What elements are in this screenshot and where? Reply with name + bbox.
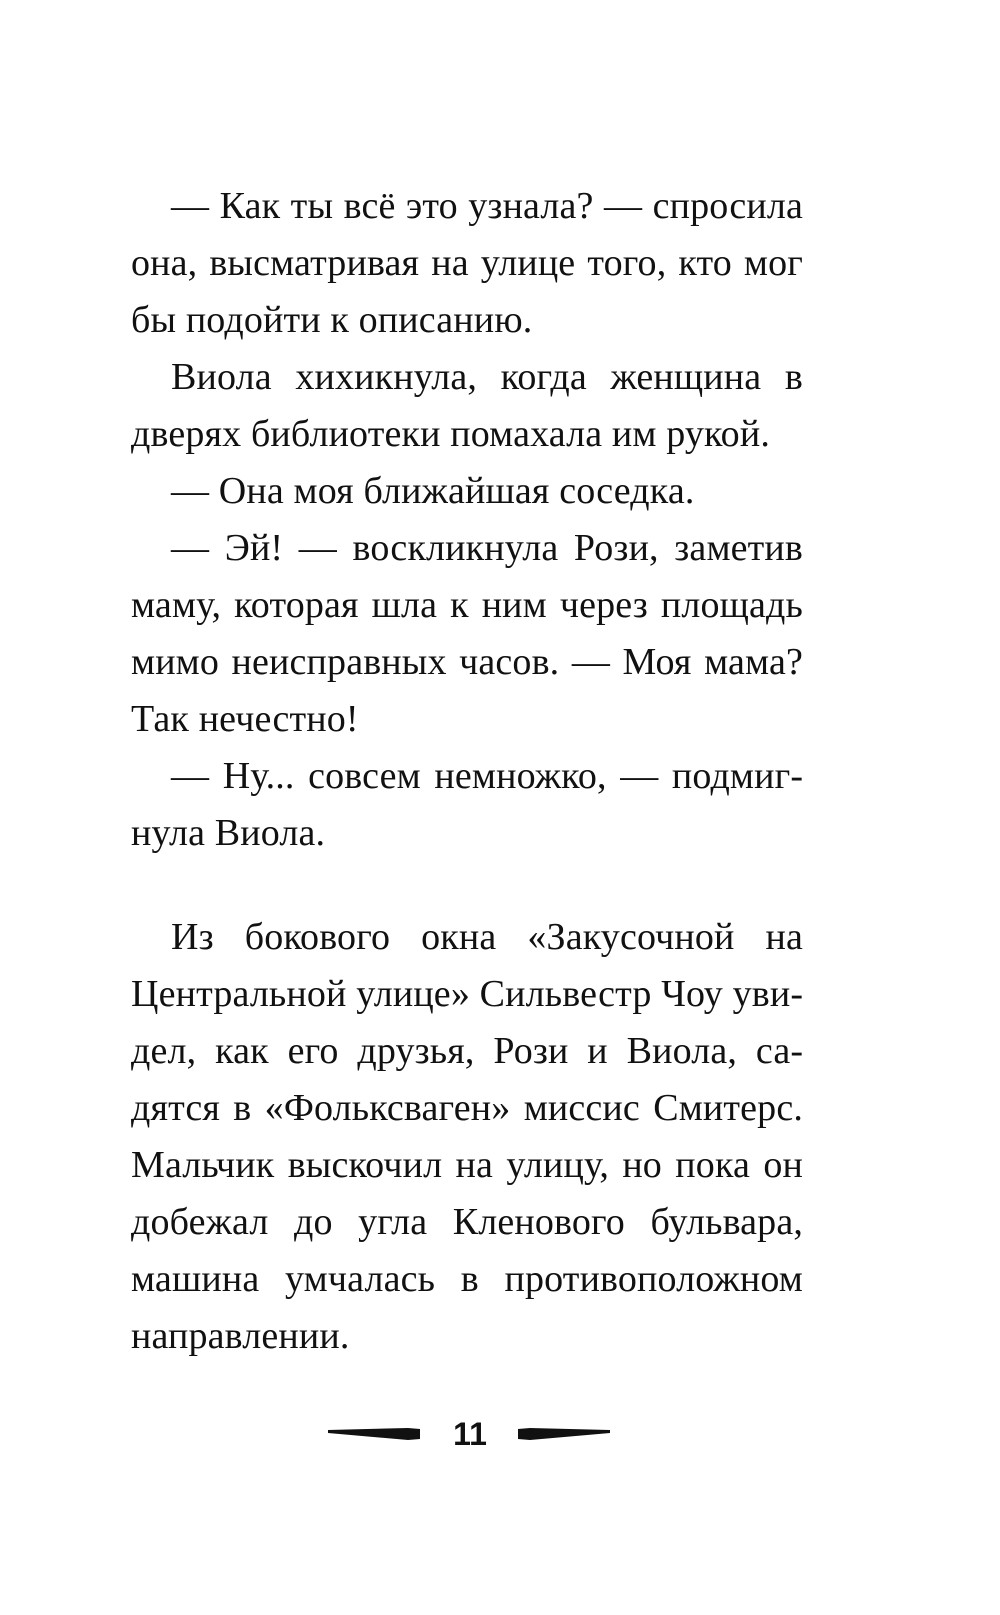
text-section-2 xyxy=(131,909,803,1365)
paragraph: — Эй! — воскликнула Рози, заметив маму, которая шла к ним через площадь мимо неисправных часов. — Моя мама? Так нечестно! xyxy=(131,527,803,740)
paragraph: — Как ты всё это узнала? — спросила она, высматривая на улице того, кто мог бы подойти к описанию. xyxy=(131,185,803,341)
page-number: 11 xyxy=(453,1416,487,1452)
page-footer xyxy=(0,1412,1000,1462)
text-section-1 xyxy=(131,178,803,862)
paragraph: Из бокового окна «Закусочной на Центральной улице» Сильвестр Чоу увидел, как его друзья, Рози и Виола, садятся в «Фольксваген» миссис Смитерс. Мальчик выскочил на улицу, но пока он добежал до угла Кленового бульвара, машина умчалась в противоположном направлении. xyxy=(131,916,803,1357)
paragraph: Виола хихикнула, когда женщина в дверях библиотеки помахала им рукой. xyxy=(131,356,803,455)
paragraph: — Она моя ближайшая соседка. xyxy=(171,470,695,512)
right-ornament-icon xyxy=(518,1426,610,1442)
left-ornament-icon xyxy=(328,1426,420,1442)
paragraph: — Ну... совсем немножко, — подмигнула Виола. xyxy=(131,755,803,854)
